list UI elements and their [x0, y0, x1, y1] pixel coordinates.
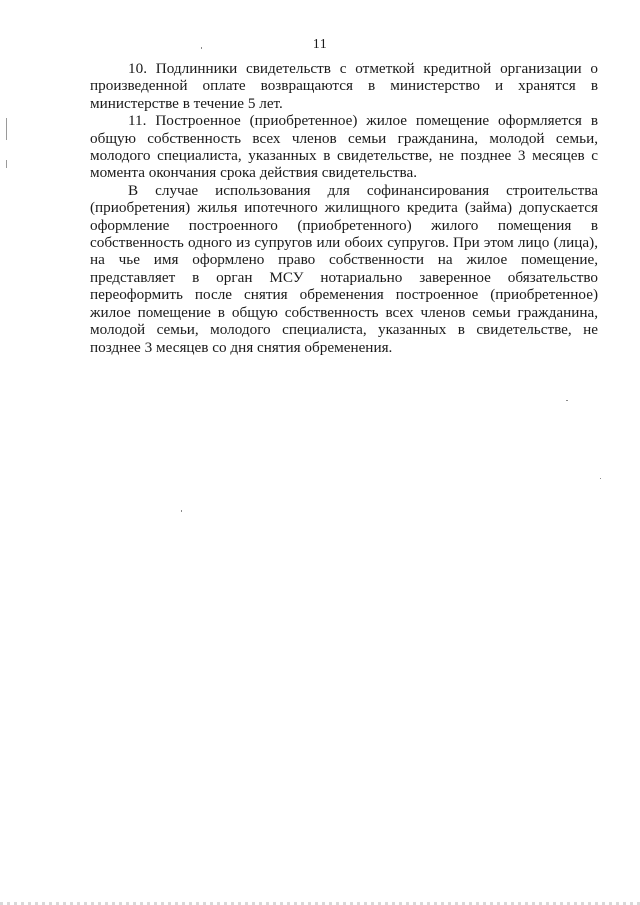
page-number: 11: [312, 37, 328, 52]
scan-speck: [566, 400, 568, 401]
scan-speck: [201, 47, 202, 49]
margin-mark: [6, 160, 7, 168]
document-body: [90, 60, 598, 356]
paragraph-11: 11. Построенное (приобретенное) жилое помещение оформляется в общую собственность всех членов семьи гражданина, молодой семьи, молодого специалиста, указанных в свидетельстве, не позднее 3 месяцев с момента окончания срока действия свидетельства.: [90, 112, 598, 182]
scan-speck: [600, 478, 601, 479]
margin-mark: [6, 118, 7, 140]
paragraph-10: 10. Подлинники свидетельств с отметкой кредитной организации о произведенной оплате возвращаются в министерство и хранятся в министерстве в течение 5 лет.: [90, 60, 598, 112]
scan-speck: [181, 510, 182, 512]
paragraph-mortgage-case: В случае использования для софинансирования строительства (приобретения) жилья ипотечного жилищного кредита (займа) допускается оформление построенного (приобретенного) жилого помещения в собственность одного из супругов или обоих супругов. При этом лицо (лица), на чье имя оформлено право собственности на жилое помещение, представляет в орган МСУ нотариально заверенное обязательство переоформить после снятия обременения построенное (приобретенное) жилое помещение в общую собственность всех членов семьи гражданина, молодой семьи, молодого специалиста, указанных в свидетельстве, не позднее 3 месяцев со дня снятия обременения.: [90, 181, 598, 356]
